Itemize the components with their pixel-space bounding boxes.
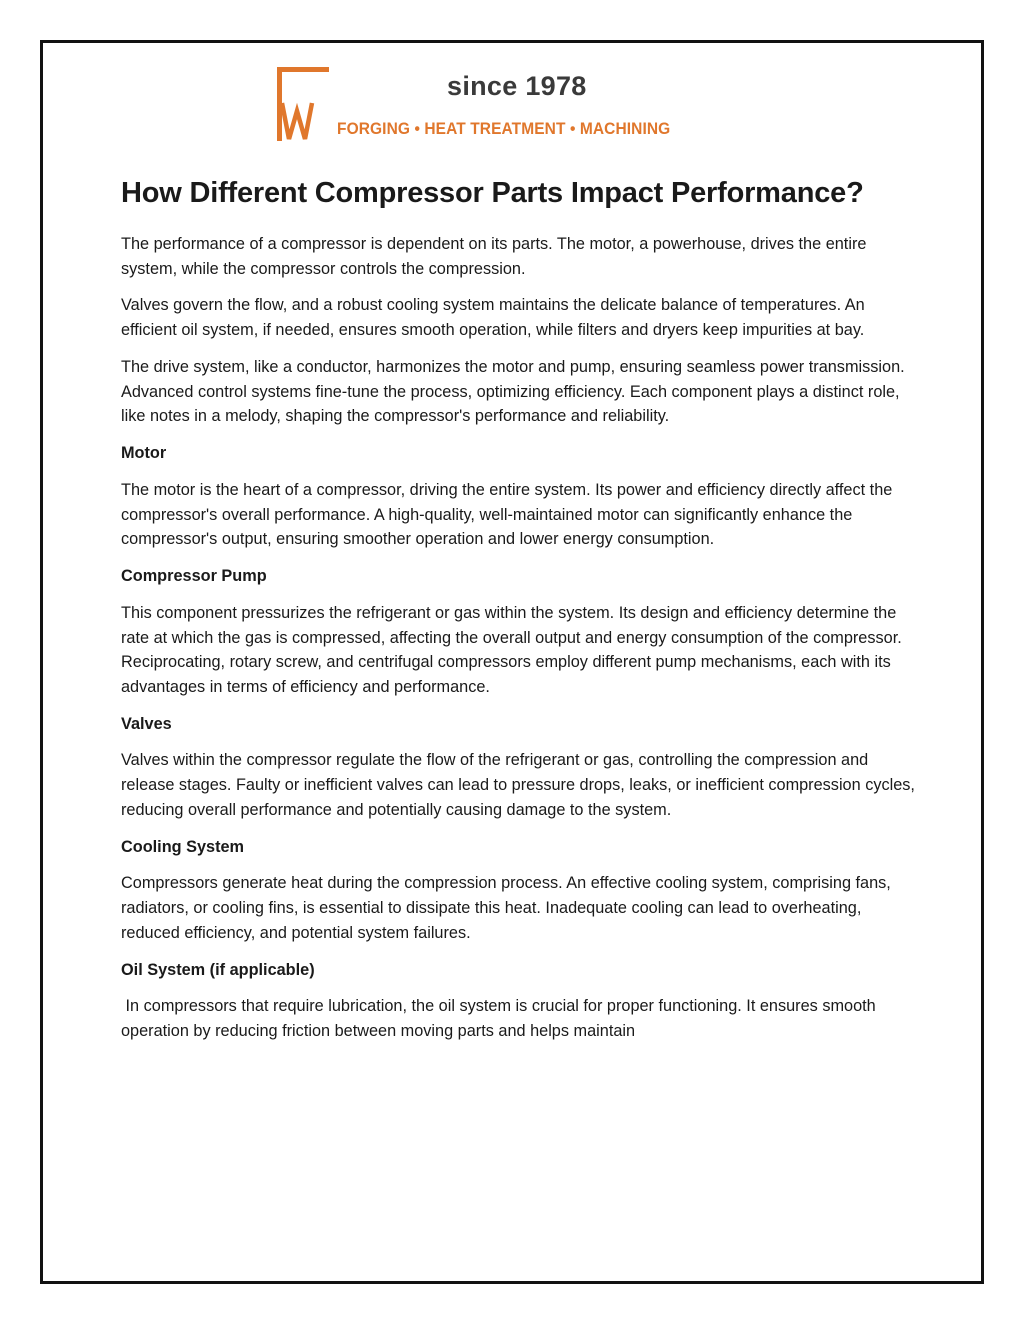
section-heading-valves: Valves	[121, 714, 172, 733]
article-content	[121, 173, 921, 1056]
section-heading-oil-system: Oil System (if applicable)	[121, 960, 315, 979]
section-heading-cooling-system: Cooling System	[121, 837, 245, 856]
fw-logo-icon	[275, 65, 333, 143]
company-logo	[275, 65, 735, 147]
logo-tagline: FORGING • HEAT TREATMENT • MACHINING	[337, 120, 671, 138]
page-frame	[40, 40, 984, 1284]
section-body-cooling-system: Compressors generate heat during the compression process. An effective cooling system, comprising fans, radiators, or cooling fins, is essential to dissipate this heat. Inadequate cooling can lead to overheating, reduced efficiency, and potential system failures.	[121, 874, 896, 942]
article-title: How Different Compressor Parts Impact Performance?	[121, 177, 864, 209]
intro-paragraph: The performance of a compressor is dependent on its parts. The motor, a powerhouse, drives the entire system, while the compressor controls the compression.	[121, 235, 871, 278]
section-body-valves: Valves within the compressor regulate the flow of the refrigerant or gas, controlling the compression and release stages. Faulty or inefficient valves can lead to pressure drops, leaks, or inefficient compression cycles, reducing overall performance and potentially causing damage to the system.	[121, 751, 920, 819]
section-heading-compressor-pump: Compressor Pump	[121, 567, 267, 586]
intro-paragraph: The drive system, like a conductor, harmonizes the motor and pump, ensuring seamless power transmission. Advanced control systems fine-tune the process, optimizing efficiency. Each component plays a distinct role, like notes in a melody, shaping the compressor's performance and reliability.	[121, 357, 909, 426]
intro-paragraph: Valves govern the flow, and a robust cooling system maintains the delicate balance of temperatures. An efficient oil system, if needed, ensures smooth operation, while filters and dryers keep impurities at bay.	[121, 296, 870, 340]
section-body-oil-system: In compressors that require lubrication, the oil system is crucial for proper functioning. It ensures smooth operation by reducing friction between moving parts and helps maintain	[121, 997, 881, 1040]
section-body-motor: The motor is the heart of a compressor, driving the entire system. Its power and efficiency directly affect the compressor's overall performance. A high-quality, well-maintained motor can significantly enhance the compressor's output, ensuring smoother operation and lower energy consumption.	[121, 480, 897, 549]
section-heading-motor: Motor	[121, 444, 167, 463]
section-body-compressor-pump: This component pressurizes the refrigerant or gas within the system. Its design and efficiency determine the rate at which the gas is compressed, affecting the overall output and energy consumption of the compressor. Reciprocating, rotary screw, and centrifugal compressors employ different pump mechanisms, each with its advantages in terms of efficiency and performance.	[121, 603, 907, 696]
logo-since-text: since 1978	[447, 71, 587, 101]
